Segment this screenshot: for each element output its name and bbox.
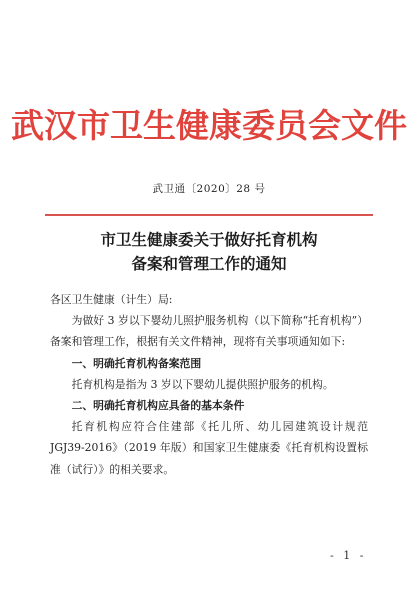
notice-title-line-2: 备案和管理工作的通知 [131,254,287,273]
section-1-heading: 一、明确托育机构备案范围 [71,356,202,370]
notice-body [50,289,368,480]
section-1-paragraph: 托育机构是指为 3 岁以下婴幼儿提供照护服务的机构。 [71,377,334,391]
intro-paragraph: 为做好 3 岁以下婴幼儿照护服务机构（以下简称“托育机构”）备案和管理工作，根据有关文件精神，现将有关事项通知如下: [50,314,368,349]
section-2-paragraph: 托育机构应符合住建部《托儿所、幼儿园建筑设计规范 JGJ39-2016》（2019 年版）和国家卫生健康委《托育机构设置标准（试行）》的相关要求。 [50,420,368,476]
notice-title [0,228,418,276]
red-divider-line [45,214,373,216]
document-number: 武卫通〔2020〕28 号 [152,183,266,195]
section-2-heading: 二、明确托育机构应具备的基本条件 [71,399,245,413]
page-number: - 1 - [330,549,367,562]
salutation: 各区卫生健康（计生）局: [50,293,173,306]
notice-title-line-1: 市卫生健康委关于做好托育机构 [100,230,318,249]
masthead-title: 武汉市卫生健康委员会文件 [11,106,407,145]
